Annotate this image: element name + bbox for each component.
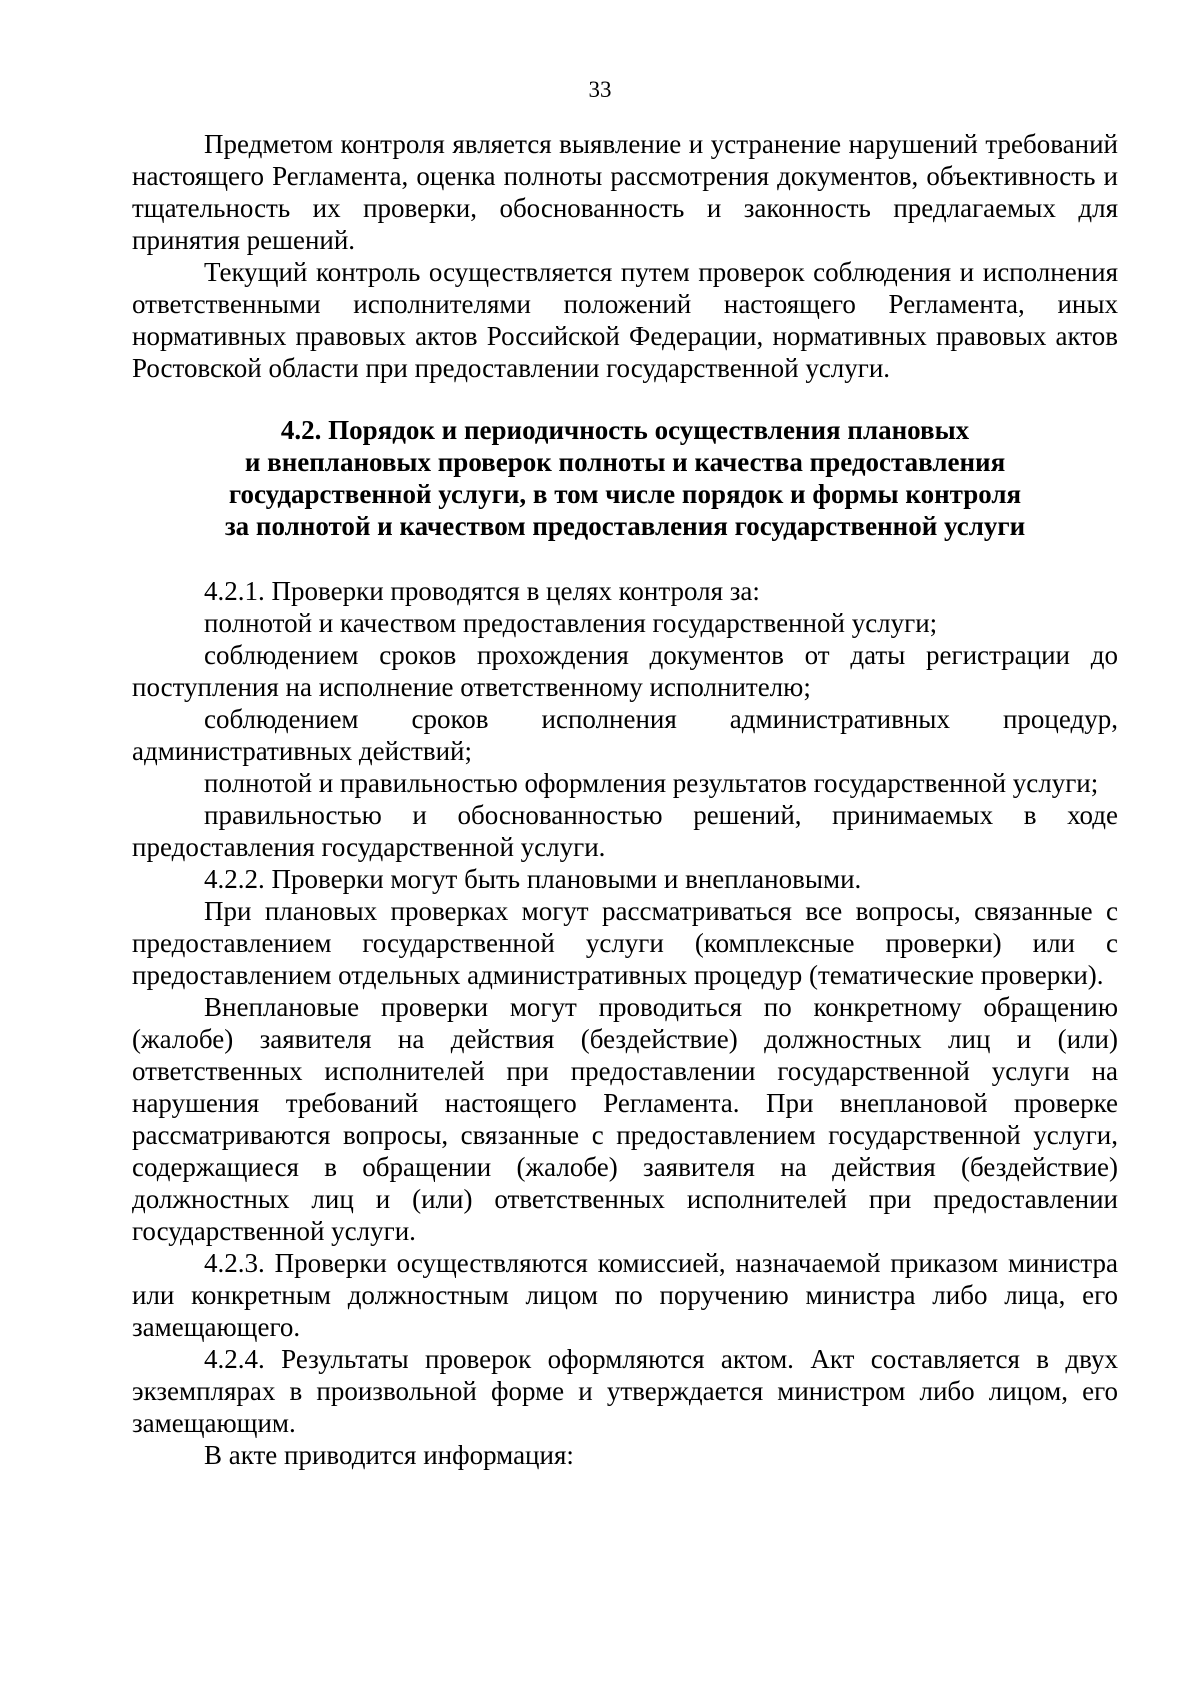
list-item-procedure-deadlines: соблюдением сроков исполнения административных процедур, административных действий;: [132, 704, 1118, 766]
list-item-result-formatting: полнотой и правильностью оформления результатов государственной услуги;: [204, 768, 1099, 798]
section-heading: [132, 414, 1118, 542]
section-heading-line: государственной услуги, в том числе порядок и формы контроля: [228, 479, 1022, 509]
paragraph-4-2-4: 4.2.4. Результаты проверок оформляются актом. Акт составляется в двух экземплярах в произвольной форме и утверждается министром либо лицом, его замещающим.: [132, 1344, 1118, 1438]
paragraph-act-information: В акте приводится информация:: [204, 1440, 574, 1470]
list-item-decision-validity: правильностью и обоснованностью решений, принимаемых в ходе предоставления государственной услуги.: [132, 800, 1118, 862]
paragraph-current-control: Текущий контроль осуществляется путем проверок соблюдения и исполнения ответственными исполнителями положений настоящего Регламента, иных нормативных правовых актов Российской Федерации, нормативных правовых актов Ростовской области при предоставлении государственной услуги.: [132, 257, 1118, 383]
paragraph-planned-checks: При плановых проверках могут рассматриваться все вопросы, связанные с предоставлением государственной услуги (комплексные проверки) или с предоставлением отдельных административных процедур (тематические проверки).: [132, 896, 1118, 990]
list-item-completeness: полнотой и качеством предоставления государственной услуги;: [204, 608, 938, 638]
list-item-document-deadlines: соблюдением сроков прохождения документов от даты регистрации до поступления на исполнение ответственному исполнителю;: [132, 640, 1118, 702]
paragraph-unplanned-checks: Внеплановые проверки могут проводиться по конкретному обращению (жалобе) заявителя на действия (бездействие) должностных лиц и (или) ответственных исполнителей при предоставлении государственной услуги на нарушения требований настоящего Регламента. При внеплановой проверке рассматриваются вопросы, связанные с предоставлением государственной услуги, содержащиеся в обращении (жалобе) заявителя на действия (бездействие) должностных лиц и (или) ответственных исполнителей при предоставлении государственной услуги.: [132, 992, 1118, 1246]
section-heading-line: за полнотой и качеством предоставления государственной услуги: [224, 511, 1026, 541]
page-number: 33: [588, 77, 612, 102]
section-heading-line: и внеплановых проверок полноты и качества предоставления: [244, 447, 1006, 477]
paragraph-4-2-2: 4.2.2. Проверки могут быть плановыми и внеплановыми.: [204, 864, 862, 894]
document-body: [132, 128, 1118, 1471]
paragraph-control-subject: Предметом контроля является выявление и устранение нарушений требований настоящего Регламента, оценка полноты рассмотрения документов, объективность и тщательность их проверки, обоснованность и законность предлагаемых для принятия решений.: [132, 129, 1118, 255]
paragraph-4-2-3: 4.2.3. Проверки осуществляются комиссией, назначаемой приказом министра или конкретным должностным лицом по поручению министра либо лица, его замещающего.: [132, 1248, 1118, 1342]
section-heading-line: 4.2. Порядок и периодичность осуществления плановых: [280, 415, 970, 445]
paragraph-4-2-1: 4.2.1. Проверки проводятся в целях контроля за:: [204, 576, 760, 606]
